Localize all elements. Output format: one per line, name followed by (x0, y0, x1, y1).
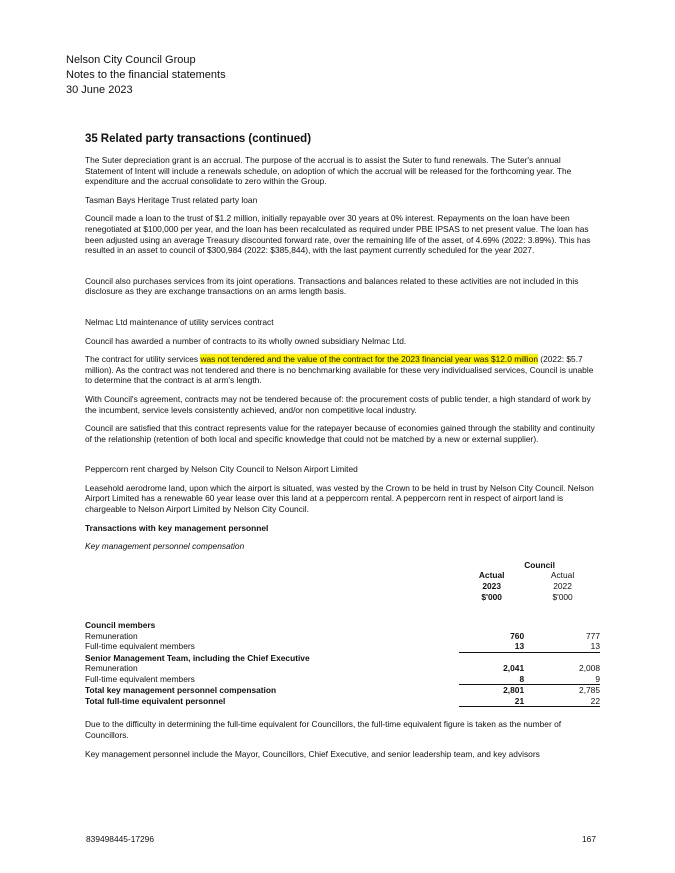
value-2023: 8 (459, 674, 525, 685)
row-label: Senior Management Team, including the Chief Executive (85, 652, 310, 663)
section-heading (85, 132, 595, 146)
subheading-key-management: Transactions with key management personnel (85, 522, 269, 533)
table-row (85, 663, 600, 674)
row-label: Full-time equivalent members (85, 641, 195, 652)
section-title: Related party transactions (continued) (100, 133, 312, 145)
value-2023: 760 (510, 630, 525, 641)
value-2022: 13 (525, 641, 600, 652)
table-row (85, 641, 600, 652)
header-date: 30 June 2023 (66, 84, 133, 96)
paragraph-utility-contract (85, 354, 595, 386)
table-group-header: Council (524, 559, 555, 570)
subheading-tasman: Tasman Bays Heritage Trust related party loan (85, 194, 258, 205)
row-label: Remuneration (85, 663, 138, 674)
paragraph-suter: The Suter depreciation grant is an accrual. The purpose of the accrual is to assist the Suter to fund renewals. The Suter's annual Statement of Intent will include a renewals schedule, on adoption of which the accrual will be released for the forthcoming year. The expenditure and the accrual consolidate to zero within the Group. (85, 155, 572, 187)
table-row (85, 631, 600, 642)
utility-contract-text-a: The contract for utility services (85, 354, 201, 365)
value-2022: 2,785 (579, 685, 600, 696)
value-2022: 9 (525, 674, 600, 685)
footer-doc-id: 839498445-17296 (86, 834, 154, 844)
paragraph-fte-note: Due to the difficulty in determining the full-time equivalent for Councillors, the full-time equivalent figure is taken as the number of Councillors. (85, 719, 562, 741)
table-row (85, 620, 600, 631)
compensation-table (85, 560, 600, 708)
paragraph-peppercorn: Leasehold aerodrome land, upon which the airport is situated, was vested by the Crown to be held in trust by Nelson City Council. Nelson Airport Limited has a renewable 60 year lease over this land at a peppercorn rental. A peppercorn rent in respect of airport land is chargeable to Nelson Airport Limited by Nelson City Council. (85, 482, 594, 515)
row-label: Council members (85, 620, 156, 631)
value-2023: 13 (459, 641, 525, 652)
col-header-2023-unit: $'000 (481, 591, 502, 602)
value-2022: 777 (586, 630, 600, 641)
paragraph-tender-reasons: With Council's agreement, contracts may not be tendered because of: the procurement costs of public tender, a high standard of work by the incumbent, service levels consistently achieved, and/or non competitive local industry. (85, 393, 591, 415)
subheading-peppercorn: Peppercorn rent charged by Nelson City Council to Nelson Airport Limited (85, 464, 358, 475)
col-header-2022-label: Actual (550, 570, 575, 581)
table-row (85, 674, 600, 685)
section-number: 35 (85, 133, 98, 145)
table-row (85, 685, 600, 696)
subheading-compensation: Key management personnel compensation (85, 541, 245, 552)
col-header-2023-label: Actual (478, 570, 505, 581)
col-header-2023-year: 2023 (482, 581, 501, 592)
footer-page-number: 167 (582, 834, 596, 844)
col-header-2022-unit: $'000 (552, 591, 573, 602)
col-header-2022-year: 2022 (553, 581, 572, 592)
row-label: Remuneration (85, 630, 138, 641)
paragraph-kmp-definition: Key management personnel include the Mayor, Councillors, Chief Executive, and senior leadership team, and key advisors (85, 748, 540, 759)
table-row (85, 696, 600, 707)
main-content (85, 132, 600, 767)
table-row (85, 653, 600, 664)
subheading-nelmac: Nelmac Ltd maintenance of utility services contract (85, 316, 274, 327)
value-2023: 2,801 (503, 685, 525, 696)
row-label: Total key management personnel compensation (85, 684, 277, 695)
paragraph-nelmac-contracts: Council has awarded a number of contracts to its wholly owned subsidiary Nelmac Ltd. (85, 335, 407, 346)
row-label: Full-time equivalent members (85, 673, 195, 684)
utility-contract-text-b: (2022: $5.7 million). As the contract was not tendered and there is no benchmarking available for these very individualised services, Council is unable to determine that the contract is at arm's length. (85, 354, 594, 386)
value-2022: 22 (525, 696, 600, 707)
paragraph-value: Council are satisfied that this contract represents value for the ratepayer because of economies gained through the stability and continuity of the relationship (retention of both local and specific knowledge that could not be matched by a new or external supplier). (85, 423, 595, 444)
row-label: Total full-time equivalent personnel (85, 695, 226, 706)
value-2023: 2,041 (503, 663, 525, 674)
value-2023: 21 (459, 696, 525, 707)
header-doc-title: Notes to the financial statements (66, 69, 226, 81)
value-2022: 2,008 (579, 663, 600, 674)
paragraph-tasman-loan: Council made a loan to the trust of $1.2 million, initially repayable over 30 years at 0% interest. Repayments on the loan have been renegotiated at $100,000 per year, and the loan has been recalculated as required under PBE IPSAS to net present value. The loan has been adjusted using an average Treasury discounted forward rate, over the remaining life of the asset, of 4.69% (2022: 3.89%). This has resulted in an asset to council of $300,984 (2022: $385,844), with the last payment currently scheduled for the year 2027. (85, 213, 591, 256)
header-org: Nelson City Council Group (66, 54, 196, 66)
page-header (66, 53, 226, 98)
paragraph-joint-operations: Council also purchases services from its joint operations. Transactions and balances related to these activities are not included in this disclosure as they are exchange transactions on an arms length basis. (85, 275, 579, 297)
highlighted-text: was not tendered and the value of the contract for the 2023 financial year was $12.0 million (200, 354, 538, 365)
